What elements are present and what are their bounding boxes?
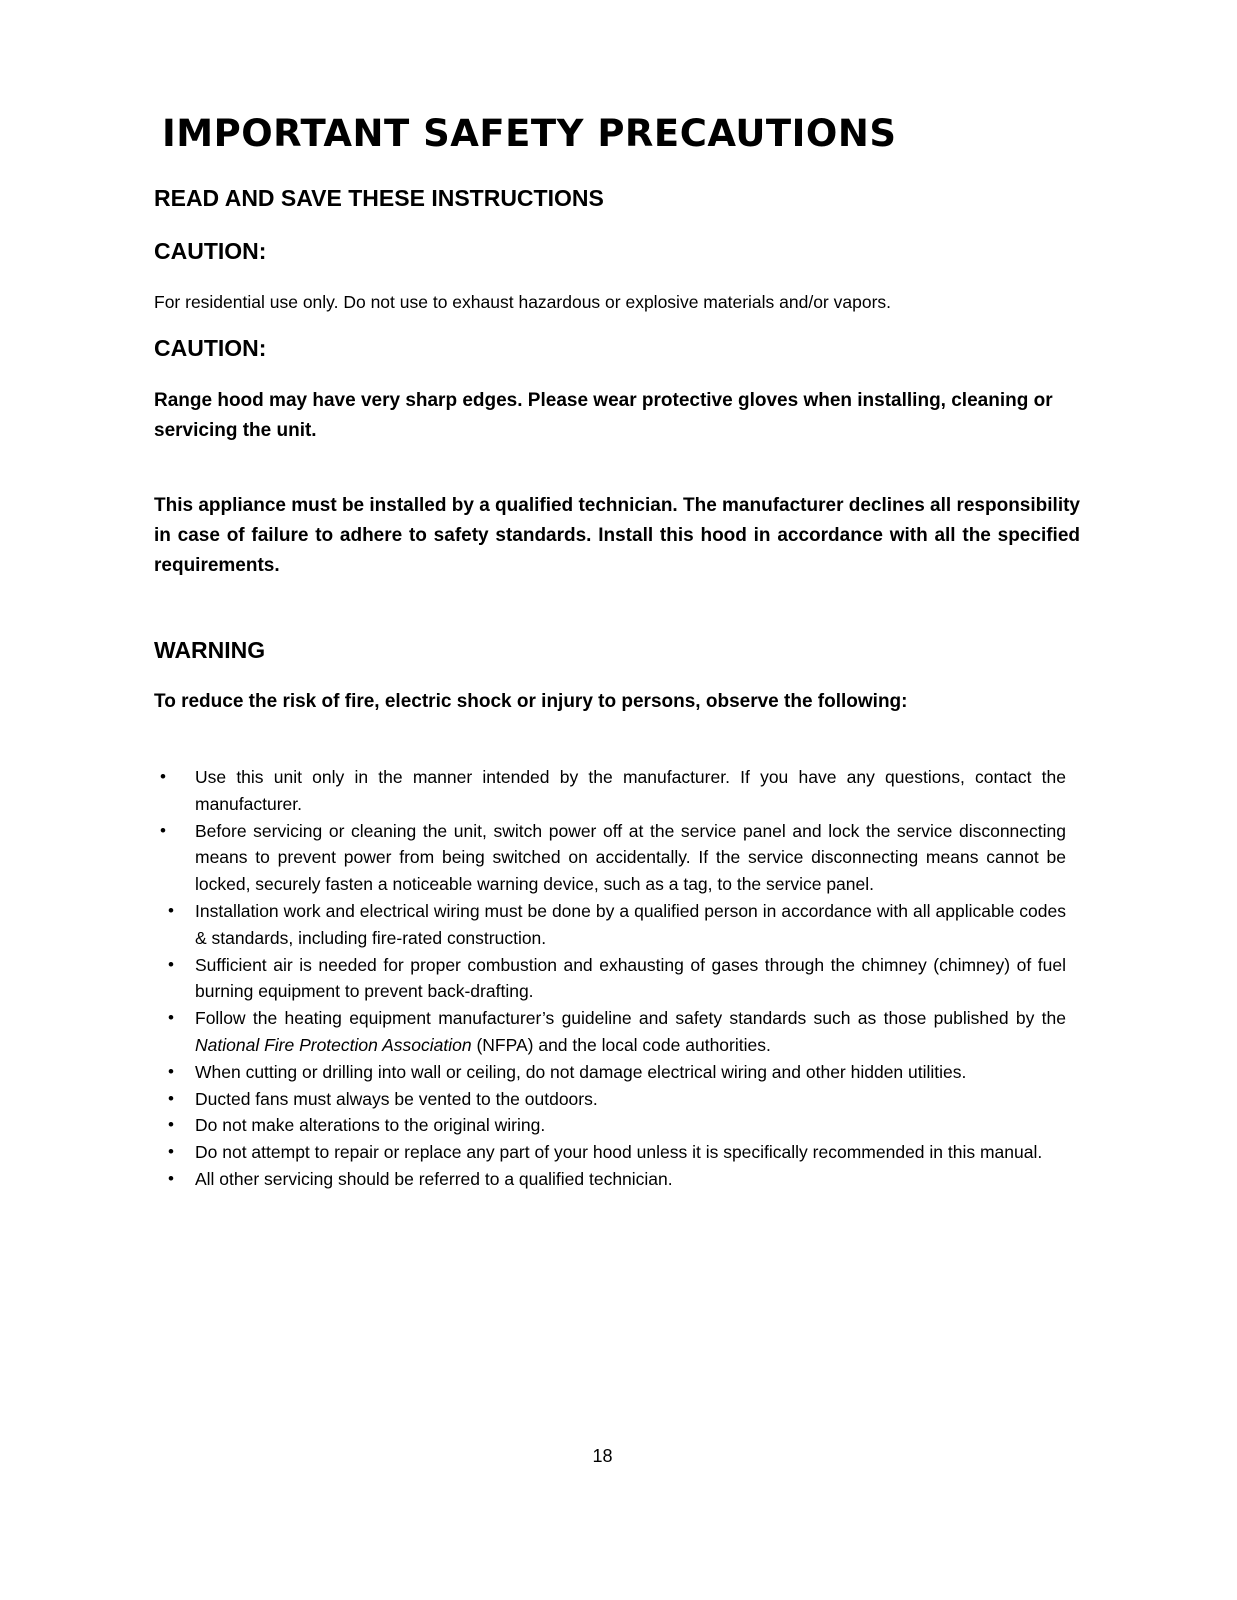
- warning-list: [154, 764, 1066, 1193]
- bullet-icon: •: [168, 900, 174, 920]
- subtitle-heading: READ AND SAVE THESE INSTRUCTIONS: [154, 185, 604, 211]
- bullet-icon: •: [168, 1168, 174, 1188]
- list-item: • Ducted fans must always be vented to the outdoors.: [154, 1086, 1066, 1113]
- bullet-icon: •: [160, 767, 166, 786]
- warning-heading: WARNING: [154, 637, 266, 663]
- caution-heading-2: CAUTION:: [154, 335, 267, 361]
- caution-heading-1: CAUTION:: [154, 238, 267, 264]
- page-number: 18: [592, 1446, 613, 1466]
- list-item: • Follow the heating equipment manufacturer’s guideline and safety standards such as those published by the National Fire Protection Association (NFPA) and the local code authorities.: [154, 1005, 1066, 1059]
- bullet-icon: •: [168, 954, 174, 974]
- list-item: • Use this unit only in the manner intended by the manufacturer. If you have any questions, contact the manufacturer.: [154, 764, 1066, 818]
- warning-intro: To reduce the risk of fire, electric shock or injury to persons, observe the following:: [154, 691, 908, 712]
- list-item: • Do not make alterations to the original wiring.: [154, 1112, 1066, 1139]
- bullet-icon: •: [168, 1115, 174, 1135]
- page-title: IMPORTANT SAFETY PRECAUTIONS: [162, 112, 897, 155]
- installer-note: This appliance must be installed by a qualified technician. The manufacturer declines all responsibility in case of failure to adhere to safety standards. Install this hood in accordance with all the specified requirements.: [154, 495, 1080, 576]
- caution-text-1: For residential use only. Do not use to exhaust hazardous or explosive materials and/or vapors.: [154, 292, 892, 312]
- bullet-icon: •: [168, 1061, 174, 1081]
- bullet-icon: •: [168, 1008, 174, 1028]
- list-item: • Sufficient air is needed for proper combustion and exhausting of gases through the chimney (chimney) of fuel burning equipment to prevent back-drafting.: [154, 952, 1066, 1006]
- list-item: • Installation work and electrical wiring must be done by a qualified person in accordance with all applicable codes & standards, including fire-rated construction.: [154, 898, 1066, 952]
- list-item: • Do not attempt to repair or replace any part of your hood unless it is specifically recommended in this manual.: [154, 1139, 1066, 1166]
- nfpa-organization-name: National Fire Protection Association: [195, 1034, 472, 1055]
- list-item: • All other servicing should be referred to a qualified technician.: [154, 1166, 1066, 1193]
- list-item: • When cutting or drilling into wall or ceiling, do not damage electrical wiring and other hidden utilities.: [154, 1059, 1066, 1086]
- bullet-icon: •: [168, 1088, 174, 1108]
- bullet-icon: •: [168, 1142, 174, 1162]
- caution-text-2: Range hood may have very sharp edges. Please wear protective gloves when installing, cleaning or servicing the unit.: [154, 390, 1053, 441]
- list-item: • Before servicing or cleaning the unit, switch power off at the service panel and lock the service disconnecting means to prevent power from being switched on accidentally. If the service disconnecting means cannot be locked, securely fasten a noticeable warning device, such as a tag, to the service panel.: [154, 818, 1066, 898]
- bullet-icon: •: [160, 820, 166, 840]
